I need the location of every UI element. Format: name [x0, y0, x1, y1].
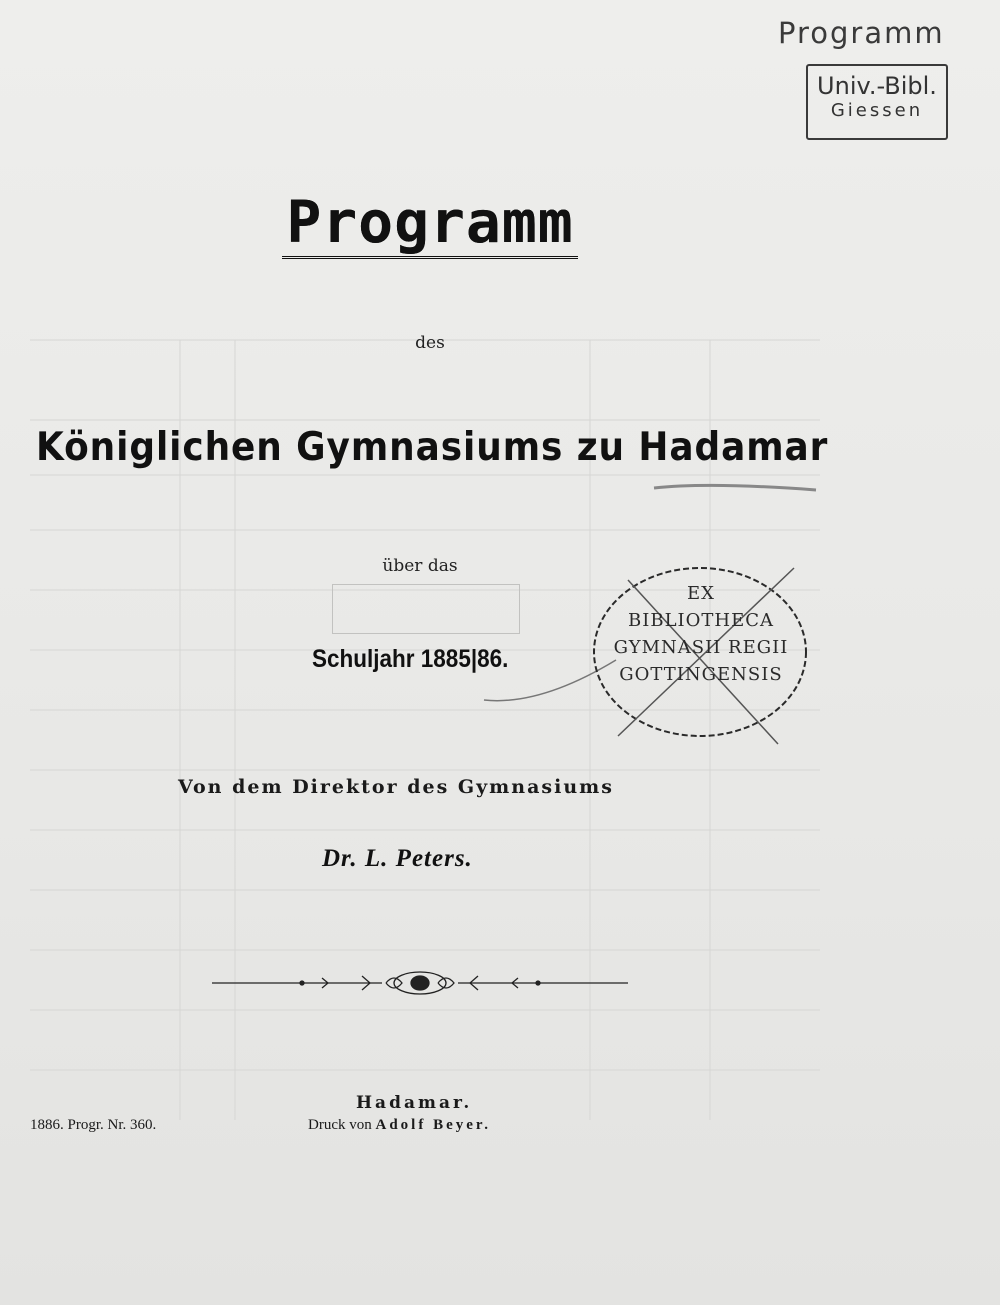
ex-libris-line3: GYMNASII REGII [613, 637, 789, 658]
imprint-printer-name: Adolf Beyer. [375, 1117, 491, 1133]
author-name: Dr. L. Peters. [322, 845, 473, 872]
faint-library-stamp [332, 584, 520, 634]
call-number-stamp: Programm [778, 16, 945, 50]
preposition-ueber: über das [382, 556, 458, 576]
ex-libris-line2: BIBLIOTHECA [628, 610, 774, 631]
imprint-printer-prefix: Druck von [308, 1117, 372, 1133]
school-name: Königlichen Gymnasiums zu Hadamar [36, 425, 829, 470]
program-number: 1886. Progr. Nr. 360. [30, 1117, 157, 1133]
library-stamp [806, 64, 948, 140]
document-title-text: Programm [282, 188, 577, 259]
ex-libris-stamp [596, 580, 806, 688]
ornament-divider [212, 966, 628, 1000]
library-stamp-line2: Giessen [830, 100, 924, 121]
imprint-place: Hadamar. [356, 1093, 473, 1113]
ex-libris-line4: GOTTINGENSIS [619, 664, 783, 685]
ex-libris-line1: EX [687, 583, 715, 604]
library-stamp-line1: Univ.-Bibl. [817, 72, 937, 100]
document-title [0, 188, 860, 256]
author-intro: Von dem Direktor des Gymnasiums [178, 776, 614, 798]
imprint-printer [308, 1117, 491, 1134]
school-year: Schuljahr 1885|86. [312, 645, 509, 673]
preposition-des: des [415, 333, 445, 353]
pencil-underline-mark [650, 478, 820, 498]
